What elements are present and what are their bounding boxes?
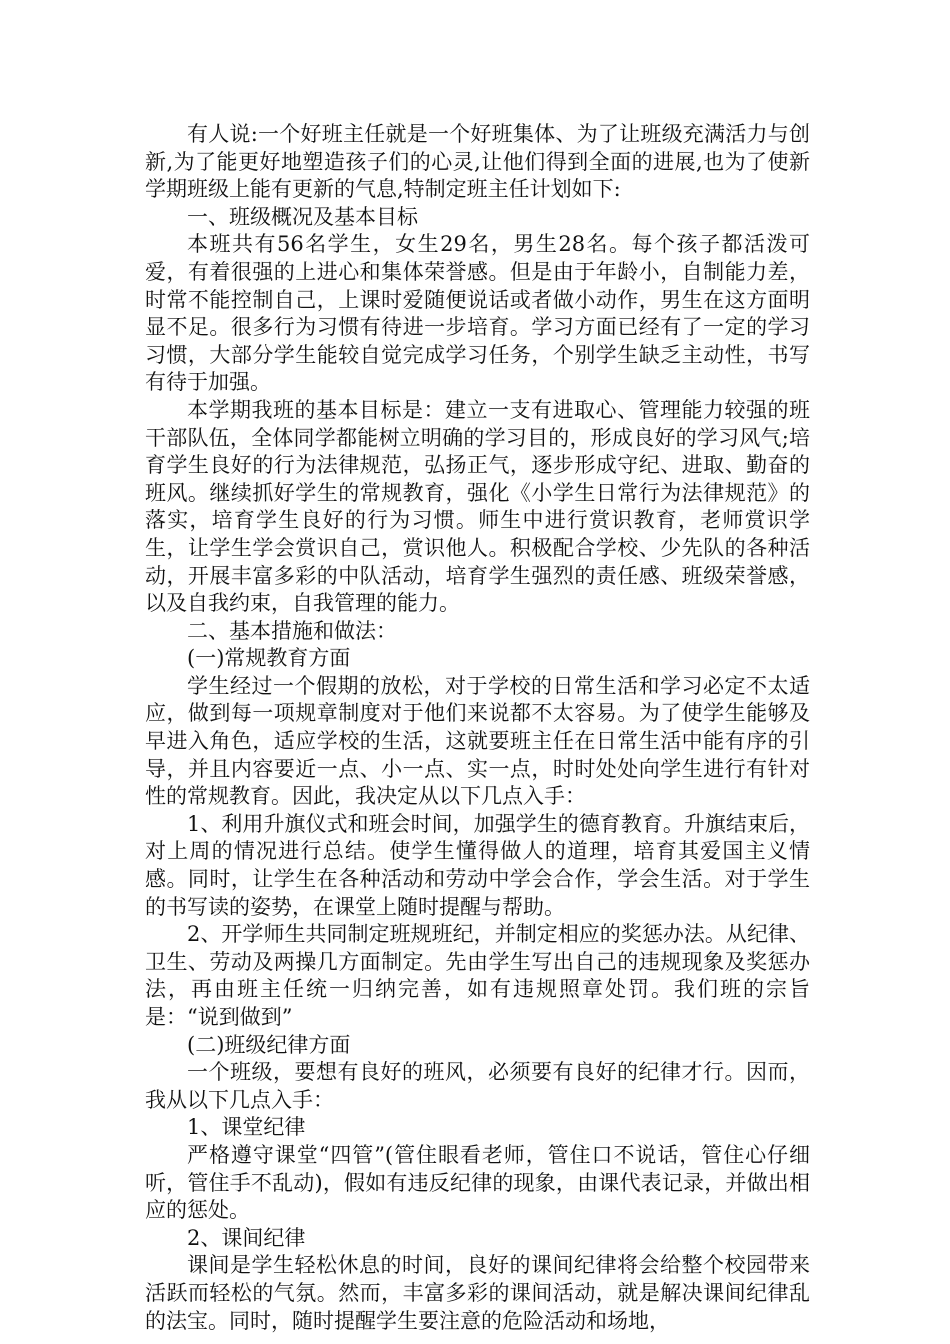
classroom-discipline-paragraph: 严格遵守课堂“四管”(管住眼看老师，管住口不说话，管住心仔细听，管住手不乱动)，假如有违反纪律的现象，由课代表记录，并做出相应的惩处。: [145, 1142, 810, 1223]
subsection-heading-routine: (一)常规教育方面: [187, 646, 351, 671]
subsection-heading-discipline: (二)班级纪律方面: [187, 1032, 351, 1057]
routine-item-2: 2、开学师生共同制定班规班纪，并制定相应的奖惩办法。从纪律、卫生、劳动及两操几方面制定。先由学生写出自己的违规现象及奖惩办法，再由班主任统一归纳完善，如有违规照章处罚。我们班的宗旨是：“说到做到”: [145, 922, 810, 1029]
routine-item-1: 1、利用升旗仪式和班会时间，加强学生的德育教育。升旗结束后，对上周的情况进行总结。使学生懂得做人的道理，培育其爱国主义情感。同时，让学生在各种活动和劳动中学会合作，学会生活。对于学生的书写读的姿势，在课堂上随时提醒与帮助。: [145, 811, 810, 919]
goals-paragraph: 本学期我班的基本目标是：建立一支有进取心、管理能力较强的班干部队伍，全体同学都能树立明确的学习目的，形成良好的学习风气;培育学生良好的行为法律规范，弘扬正气，逐步形成守纪、进取、勤奋的班风。继续抓好学生的常规教育，强化《小学生日常行为法律规范》的落实，培育学生良好的行为习惯。师生中进行赏识教育，老师赏识学生，让学生学会赏识自己，赏识他人。积极配合学校、少先队的各种活动，开展丰富多彩的中队活动，培育学生强烈的责任感、班级荣誉感，以及自我约束，自我管理的能力。: [145, 397, 810, 616]
routine-paragraph: 学生经过一个假期的放松，对于学校的日常生活和学习必定不太适应，做到每一项规章制度对于他们来说都不太容易。为了使学生能够及早进入角色，适应学校的生活，这就要班主任在日常生活中能有序的引导，并且内容要近一点、小一点、实一点，时时处处向学生进行有针对性的常规教育。因此，我决定从以下几点入手：: [145, 673, 810, 809]
document-page: [145, 121, 810, 1335]
classroom-discipline-heading: 1、课堂纪律: [187, 1115, 306, 1140]
discipline-paragraph: 一个班级，要想有良好的班风，必须要有良好的纪律才行。因而，我从以下几点入手：: [145, 1060, 810, 1112]
break-discipline-paragraph: 课间是学生轻松休息的时间，良好的课间纪律将会给整个校园带来活跃而轻松的气氛。然而，丰富多彩的课间活动，就是解决课间纪律乱的法宝。同时，随时提醒学生要注意的危险活动和场地，: [145, 1253, 810, 1333]
intro-paragraph: 有人说:一个好班主任就是一个好班集体、为了让班级充满活力与创新,为了能更好地塑造孩子们的心灵,让他们得到全面的进展,也为了使新学期班级上能有更新的气息,特制定班主任计划如下:: [145, 122, 810, 202]
section-heading-2: 二、基本措施和做法：: [187, 618, 397, 643]
section-heading-1: 一、班级概况及基本目标: [187, 204, 418, 229]
break-discipline-heading: 2、课间纪律: [187, 1225, 306, 1250]
class-overview-paragraph: 本班共有56名学生，女生29名，男生28名。每个孩子都活泼可爱，有着很强的上进心和集体荣誉感。但是由于年龄小，自制能力差，时常不能控制自己，上课时爱随便说话或者做小动作，男生在这方面明显不足。很多行为习惯有待进一步培育。学习方面已经有了一定的学习习惯，大部分学生能较自觉完成学习任务，个别学生缺乏主动性，书写有待于加强。: [145, 232, 810, 395]
